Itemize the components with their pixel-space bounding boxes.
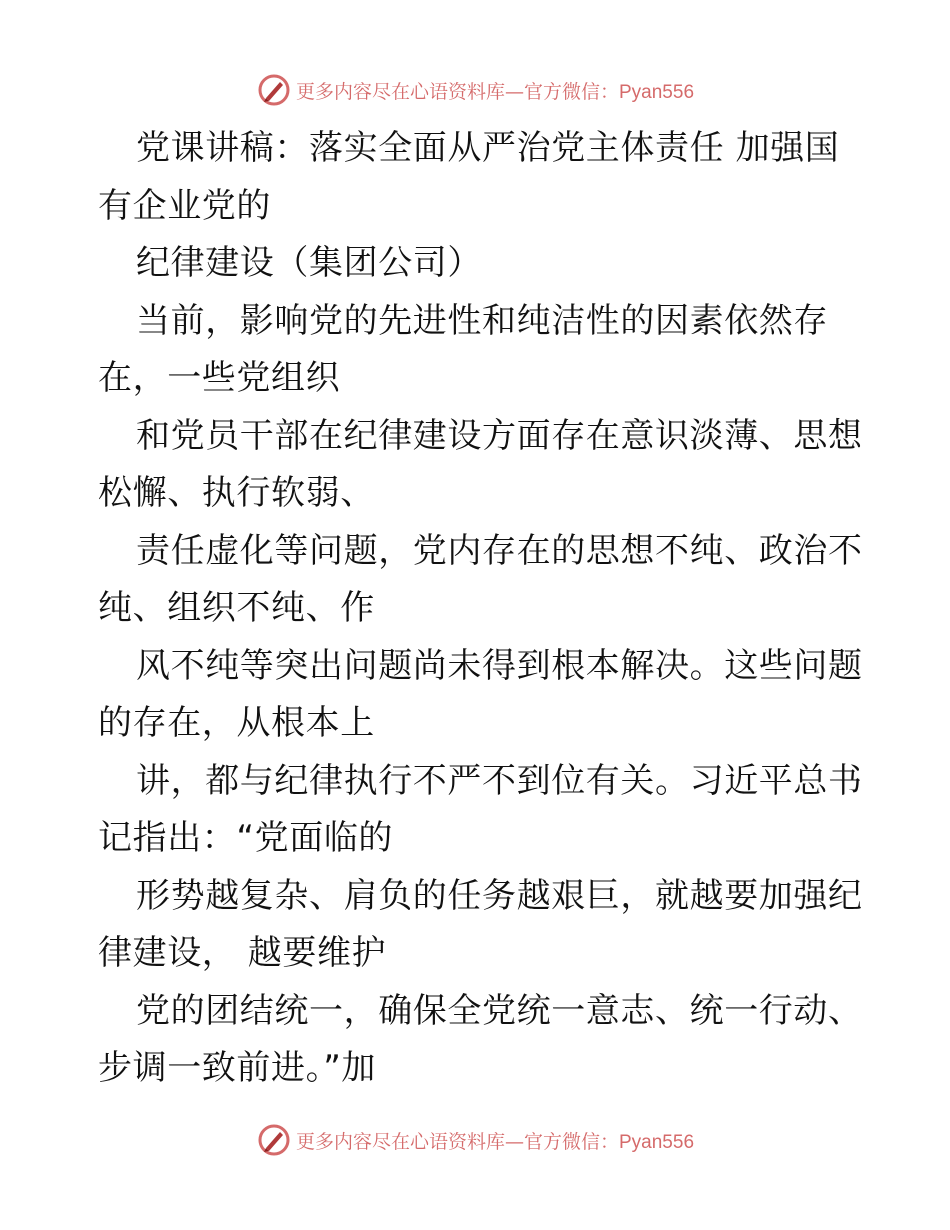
text-line: 纪律建设（集团公司）: [136, 243, 482, 283]
text-line: 律建设， 越要维护: [98, 933, 387, 973]
pen-logo-icon: [256, 1122, 292, 1158]
watermark-text: [296, 1127, 694, 1154]
text-line: 在，一些党组织: [98, 358, 341, 398]
header-watermark: [0, 70, 950, 110]
pen-logo-icon: [256, 72, 292, 108]
text-line: 纯、组织不纯、作: [98, 588, 375, 628]
text-line: 的存在，从根本上: [98, 703, 375, 743]
document-body: [98, 120, 863, 1098]
text-line: 党的团结统一，确保全党统一意志、统一行动、: [136, 990, 863, 1031]
text-line: 松懈、执行软弱、: [98, 473, 375, 513]
text-line: 有企业党的: [98, 185, 271, 226]
text-line: 记指出：“党面临的: [98, 818, 394, 858]
watermark-text: [296, 77, 694, 104]
text-line: 风不纯等突出问题尚未得到根本解决。这些问题: [136, 645, 863, 686]
watermark-id: Pyan556: [619, 81, 695, 103]
text-line: 形势越复杂、肩负的任务越艰巨，就越要加强纪: [136, 875, 863, 916]
watermark-id: Pyan556: [619, 1131, 695, 1153]
text-line: 步调一致前进。”加: [98, 1048, 377, 1088]
text-line: 和党员干部在纪律建设方面存在意识淡薄、思想: [136, 415, 863, 456]
footer-watermark: [0, 1120, 950, 1160]
text-line: 责任虚化等问题，党内存在的思想不纯、政治不: [136, 530, 863, 571]
watermark-prefix: 更多内容尽在心语资料库—官方微信：: [295, 80, 619, 103]
watermark-prefix: 更多内容尽在心语资料库—官方微信：: [295, 1130, 619, 1153]
text-line: 党课讲稿：落实全面从严治党主体责任 加强国: [136, 128, 840, 168]
text-line: 当前，影响党的先进性和纯洁性的因素依然存: [136, 300, 828, 341]
text-line: 讲，都与纪律执行不严不到位有关。习近平总书: [136, 760, 863, 801]
